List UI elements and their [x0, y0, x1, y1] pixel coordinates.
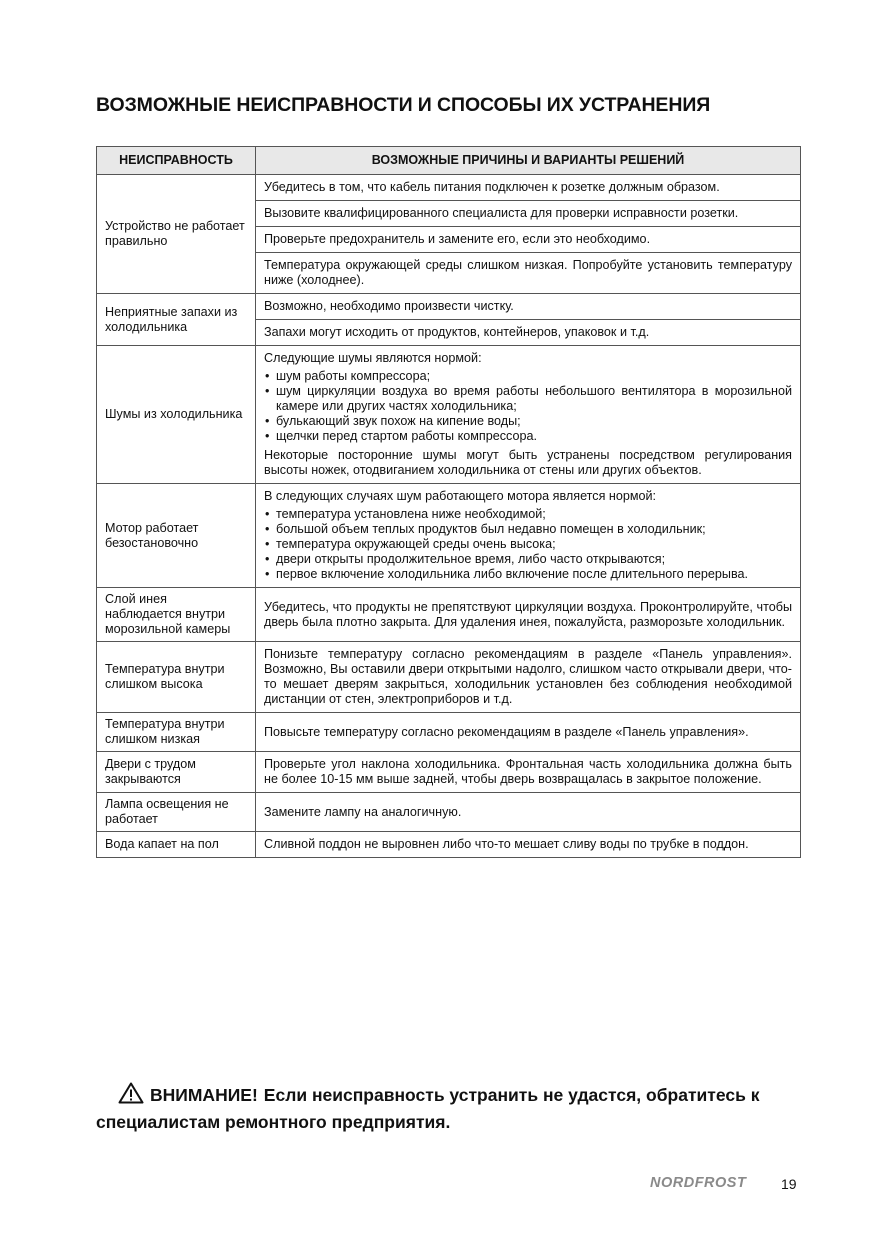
cause-text: Вызовите квалифицированного специалиста для проверки исправности розетки. — [264, 206, 739, 220]
cause-text: Сливной поддон не выровнен либо что-то мешает сливу воды по трубке в поддон. — [264, 837, 749, 851]
table-row — [97, 294, 801, 320]
cause-text: Запахи могут исходить от продуктов, контейнеров, упаковок и т.д. — [264, 325, 650, 339]
fault-name: Мотор работает безостановочно — [97, 484, 256, 588]
brand-logo: NORDFROST — [650, 1175, 747, 1191]
cause-cell — [256, 294, 801, 320]
cause-cell — [256, 752, 801, 793]
table-row — [97, 642, 801, 713]
fault-name: Устройство не работает правильно — [97, 175, 256, 294]
cause-cell — [256, 713, 801, 752]
cause-text: Температура окружающей среды слишком низкая. Попробуйте установить температуру ниже (холоднее). — [264, 258, 792, 287]
cause-text: Следующие шумы являются нормой: — [264, 351, 482, 365]
page-title: ВОЗМОЖНЫЕ НЕИСПРАВНОСТИ И СПОСОБЫ ИХ УСТРАНЕНИЯ — [96, 94, 711, 116]
fault-name: Лампа освещения не работает — [97, 793, 256, 832]
table-row — [97, 484, 801, 588]
cause-cell — [256, 227, 801, 253]
fault-name: Неприятные запахи из холодильника — [97, 294, 256, 346]
warning-lead: ВНИМАНИЕ! — [150, 1085, 258, 1105]
table-row — [97, 588, 801, 642]
cause-text: Убедитесь в том, что кабель питания подключен к розетке должным образом. — [264, 180, 720, 194]
fault-name: Температура внутри слишком высока — [97, 642, 256, 713]
table-row — [97, 752, 801, 793]
cause-cell — [256, 320, 801, 346]
cause-bullet: • температура установлена ниже необходимой; — [264, 507, 792, 522]
table-row — [97, 346, 801, 484]
cause-bullet: • большой объем теплых продуктов был недавно помещен в холодильник; — [264, 522, 792, 537]
header-causes: ВОЗМОЖНЫЕ ПРИЧИНЫ И ВАРИАНТЫ РЕШЕНИЙ — [256, 147, 801, 175]
cause-cell — [256, 832, 801, 858]
cause-text: Понизьте температуру согласно рекомендациям в разделе «Панель управления». Возможно, Вы оставили двери открытыми надолго, слишком часто открывали двери, что-то мешает дверям закрыться, холодильник установлен без соблюдения необходимой дистанции от стен, электроприборов и т.д. — [264, 647, 792, 706]
table-row — [97, 832, 801, 858]
cause-bullet: • щелчки перед стартом работы компрессора. — [264, 429, 792, 444]
page-number: 19 — [781, 1176, 797, 1192]
table-header-row — [97, 147, 801, 175]
cause-note: Некоторые посторонние шумы могут быть устранены посредством регулирования высоты ножек, отодвиганием холодильника от стены или других объектов. — [264, 448, 792, 477]
cause-cell — [256, 793, 801, 832]
cause-cell — [256, 346, 801, 484]
cause-text: Проверьте угол наклона холодильника. Фронтальная часть холодильника должна быть не более 10-15 мм выше задней, чтобы дверь возвращалась в закрытое положение. — [264, 757, 792, 786]
cause-cell — [256, 253, 801, 294]
cause-bullet-list — [264, 507, 792, 582]
cause-cell — [256, 175, 801, 201]
fault-name: Вода капает на пол — [97, 832, 256, 858]
fault-name: Шумы из холодильника — [97, 346, 256, 484]
cause-bullet: • шум работы компрессора; — [264, 369, 792, 384]
cause-cell — [256, 588, 801, 642]
table-row — [97, 793, 801, 832]
table-body — [97, 175, 801, 858]
cause-bullet: • двери открыты продолжительное время, либо часто открываются; — [264, 552, 792, 567]
cause-text: Возможно, необходимо произвести чистку. — [264, 299, 514, 313]
cause-bullet: • шум циркуляции воздуха во время работы небольшого вентилятора в морозильной камере или других частях холодильника; — [264, 384, 792, 414]
header-fault: НЕИСПРАВНОСТЬ — [97, 147, 256, 175]
cause-bullet: • первое включение холодильника либо включение после длительного перерыва. — [264, 567, 792, 582]
warning-notice — [96, 1082, 800, 1136]
cause-bullet-list — [264, 369, 792, 444]
cause-cell — [256, 484, 801, 588]
warning-text: Если неисправность устранить не удастся, обратитесь к специалистам ремонтного предприятия. — [96, 1085, 760, 1132]
cause-text: Проверьте предохранитель и замените его, если это необходимо. — [264, 232, 651, 246]
warning-triangle-icon — [118, 1082, 144, 1104]
cause-cell — [256, 642, 801, 713]
troubleshooting-table — [96, 146, 801, 858]
cause-text: В следующих случаях шум работающего мотора является нормой: — [264, 489, 657, 503]
cause-bullet: • булькающий звук похож на кипение воды; — [264, 414, 792, 429]
cause-text: Повысьте температуру согласно рекомендациям в разделе «Панель управления». — [264, 724, 749, 739]
cause-bullet: • температура окружающей среды очень высока; — [264, 537, 792, 552]
fault-name: Двери с трудом закрываются — [97, 752, 256, 793]
cause-text: Убедитесь, что продукты не препятствуют циркуляции воздуха. Проконтролируйте, чтобы дверь была плотно закрыта. Для удаления инея, пожалуйста, разморозьте холодильник. — [264, 599, 792, 629]
cause-cell — [256, 201, 801, 227]
fault-name: Слой инея наблюдается внутри морозильной камеры — [97, 588, 256, 642]
fault-name: Температура внутри слишком низкая — [97, 713, 256, 752]
table-row — [97, 713, 801, 752]
table-row — [97, 175, 801, 201]
cause-text: Замените лампу на аналогичную. — [264, 804, 462, 819]
